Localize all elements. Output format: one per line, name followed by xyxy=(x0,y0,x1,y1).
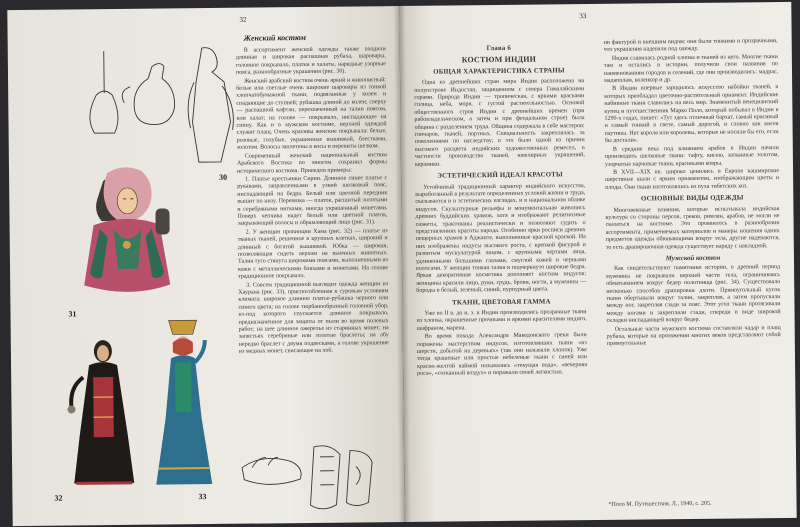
figure-31-illustration xyxy=(63,168,195,319)
section-heading: ОСНОВНЫЕ ВИДЫ ОДЕЖДЫ xyxy=(640,194,744,203)
figure-32-illustration xyxy=(63,337,145,494)
right-column-1 xyxy=(414,40,588,379)
left-page xyxy=(7,6,404,526)
left-paragraph: Женский арабский костюм очень яркий и живописный: белые или светлые очень широкие шаровары из тонкой хлопчатобумажной ткани, подвязанные у колен и спадающие до ступней; рубашка длиной до колен; сверху — распашной кафтан, перехваченный на талии поясом, или халат; на голове — покрывало, ниспадающее на спину. Как и в мужском костюме, верхней одеждой служит плащ. Очень красивы женские покрывала: белые, розовые, голубые, украшенные вышивкой, блестками, золотом. Волосы заплетены в косы и перевиты шелком. xyxy=(236,76,387,152)
right-paragraph: В XVII—XIX вв. широко ценились в Европе кашмирские шерстяные шали с ярким орнаментом, изображающим цветы и плоды. Они ткани изготовлялись из пуха тибетских коз. xyxy=(605,167,780,191)
left-paragraph: Современный женский национальный костюм Арабского Востока во многом сохранил формы исторического костюма. Приведем примеры: xyxy=(236,151,387,175)
figure-33-number: 33 xyxy=(198,492,207,502)
right-paragraph: Индия славилась родной хлопка и тканей из него. Многие ткани там и остались в истории, получили свои названия по наименованиям городов и селений, где они производились: мадрас, мадаполам, коленкор и др. xyxy=(603,53,779,84)
section-heading: ОБЩАЯ ХАРАКТЕРИСТИКА СТРАНЫ xyxy=(433,67,565,76)
right-paragraph: Остальные части мужского костюма составляли чадар и плащ рубаха, которые на протяжении многих веков представляют собой прямоугольные xyxy=(606,324,781,348)
left-paragraph: 3. Совсем традиционной выглядит одежда женщин из Хаурана (рис. 33), приспособленная к суровым условиям климата: широкое длинное платье-рубашка черного или синего цвета; на голове тюрбанообразный головной убор, из-под которого спускается длинное покрывало, предназначенное для защиты от пыли во время полевых работ; на шее длинное ожерелье из старинных монет; на запястьях серебряные или золотые браслеты; на лбу нередко браслет с двумя подвесками, а голове украшение из медных монет, свисающее на лоб. xyxy=(238,280,389,355)
right-paragraph: Как свидетельствуют памятники истории, в древний период мужчины не покрывали верхней части тела, ограничиваясь обматыванием вокруг бедер полотнища (рис. 34). Существовало несколько способов драпировки дхоти. Прямоугольный кусок ткани обертывали вокруг талии, закрепляя, а затем пропускали между ног, закрепляя сзади за пояс. Этот угол ткани протягивали между ногами и закрепляли сзади, спереди в виде широкой складки ниспадающей вокруг бедер. xyxy=(606,264,781,325)
sandals-illustration xyxy=(238,436,389,518)
right-paragraph: В средние века под влиянием арабов в Индии начали производить шелковые ткани: тафту, кисею, затканные золотом, узорчатые парчовые ткани, красивыми ковры. xyxy=(604,144,779,168)
right-column-2 xyxy=(604,38,781,350)
right-paragraph: Многовековые влияния, которые испытывала индийская культура со стороны персов, греков, римлян, арабов, не могли не сказаться на костюме. Это проявилось в разнообразии ассортимента, применяемых материалов и манеры ношения одних предметов одежды обвивающими вокруг тела, другие надеваются, то есть драпировочная одежда существует наряду с накладной. xyxy=(605,205,780,251)
figure-31-number: 31 xyxy=(68,309,77,319)
subsection-heading: Мужской костюм xyxy=(665,254,721,263)
figure-32-number: 32 xyxy=(54,493,63,503)
left-running-head: Женский костюм xyxy=(243,32,307,43)
section-heading: ТКАНИ, ЦВЕТОВАЯ ГАММА xyxy=(452,298,551,307)
footnote: *Поло М. Путешествия. Л., 1940, с. 205. xyxy=(608,500,712,508)
chapter-title: КОСТЮМ ИНДИИ xyxy=(461,54,537,65)
right-paragraph: Одна из древнейших стран мира Индия расположена на полуострове Индостан, защищенном с севера Гималайскими горами. Природа Индии — тропическая, с яркими красками солнца, неба, моря, с густой растительностью. Основой общественного строя Индии с древнейших времен (при рабовладельческом, а затем и при феодальном строе) была община с разделением труда. Община содержала в себе мастеров: гончаров, ткачей, портных. Специальность закреплялась за поколениями по наследству; в это было одной из причин высокого расцвета индийских художественных ремесел, в частности производства тканей, ювелирных украшений, керамики. xyxy=(414,78,585,168)
right-paragraph: В Индии впервые зародилось искусство набойки тканей, в которых преобладал цветочно-растительный орнамент. Индийские набивные ткани славились на весь мир. Знаменитый венецианский купец и путешественник Марко Поло, который побывал в Индии в 1290-х годах, пишет: «Тут здесь отличный бархат, самый красивый и самый тонкий в свете, самый дорогой, и словно как кисея паутины. Нет короля или королевы, которые не носили бы его, если бы достали». xyxy=(604,84,779,145)
open-book xyxy=(7,2,796,526)
left-paragraph: В ассортимент женской одежды также входили длинная и широкая распашная рубаха, шаровары, головное покрывало, платки и халаты, нарядные узорные пояса, разнообразные украшения (рис. 30). xyxy=(235,46,386,76)
right-paragraph: Уже во II в. до н. э. в Индии производились прозрачные ткани из хлопка, окрашенные прочными и яркими красителями индиго, шафраном, марена. xyxy=(416,309,587,332)
left-page-number: 32 xyxy=(239,15,247,24)
right-paragraph: Во время похода Александра Македонского греки были поражены мастерством индусов, изготовлявших ткани «из шерсти, добытой на деревьях» (так они называли хлопок). Уже тогда крашеные или простые небеленые ткани с синей или красно-желтой каймой назывались «текущая вода», «вечерняя роса», «сотканный воздух» и поражали своей легкостью. xyxy=(416,332,588,378)
figure-33-illustration xyxy=(147,318,219,491)
chapter-label: Глава 6 xyxy=(486,44,511,53)
left-text-column xyxy=(236,46,389,357)
right-paragraph: ни фактурой и внешним видом: они были тонкими и прозрачными, что украшения надевали под одежду. xyxy=(603,38,778,54)
right-paragraph: Устойчивый традиционный характер индийского искусства, выработанный в результате определенных условий жизни и труда, сказывается и в эстетических взглядах, и в национальном облике индусов. Скульптурные рельефы и монументальная живопись древних буддийских храмов, хотя и изображают религиозные сюжеты, трактованы реалистически и позволяют судить о представлениях красоты народа. Особенно ярки росписи древних пещерных храмов в Аджанте, выполненные красной краской. На них изображены индусы высокого роста, с крепкой фигурой и развитым мускулатурой лицом, с крупными чертами лица, удлиненными большими глазами, смуглой кожей и черными волосами. У женщин тонкая талия и подчеркнуто широкие бедра. Яркая декоративная косметика дополняет костюм индусов: женщины красили лицо, руки, грудь, брови, ногти, а мужчины — бороды в белый, зеленый, синий, пурпурный цвета. xyxy=(415,182,587,295)
figure-30-illustration xyxy=(82,46,253,178)
figure-30-number: 30 xyxy=(219,172,228,182)
left-paragraph: 2. У женщин провинции Хама (рис. 32) — платье из тканых тканей, решенное в крупных клетках, широкий и длинный с богатой вышивкой. Юбка — широкая, позволяющая сидеть верхом на вьючных животных. Талия тугo стянута широкими поясами, выполненными из кожи с металлическими бляхами и монетами. На голове традиционное покрывало. xyxy=(237,227,389,280)
right-page-number: 33 xyxy=(579,12,587,21)
section-heading: ЭСТЕТИЧЕСКИЙ ИДЕАЛ КРАСОТЫ xyxy=(437,171,563,180)
right-page xyxy=(399,2,796,522)
left-paragraph: 1. Платье крестьянки Сирии. Длинное синее платье с рукавами, заправленными в узкий шелковый пояс, ниспадающий на бедра. Белый или цветной передник вышит по низу. Перевязка — платок, расшитый золотыми и серебряными нитками, иногда украшенный монетами. Поверх чепчика надет белый или цветной платок, закрывающий волосы и обрамляющий лицо (рис. 31). xyxy=(237,175,388,228)
